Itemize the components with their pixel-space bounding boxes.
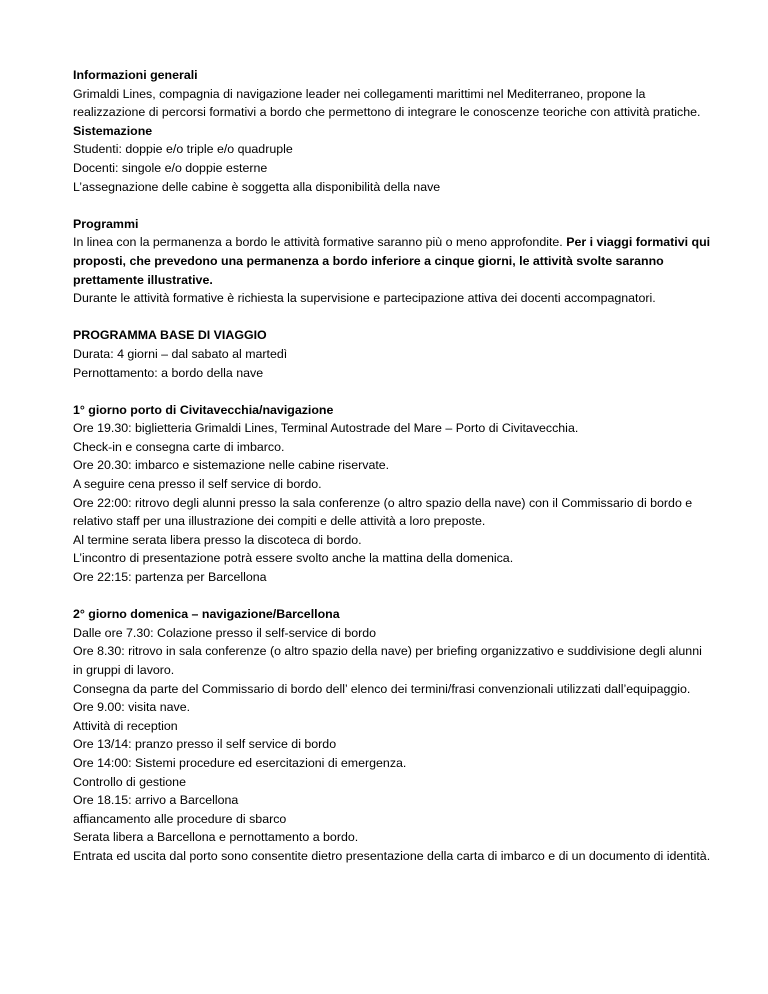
- day2-line: Controllo di gestione: [73, 774, 186, 789]
- day1-line: Ore 22:00: ritrovo degli alunni presso la sala conferenze (o altro spazio della nave) con il Commissario di bordo e relativo staff per una illustrazione dei compiti e delle attività a loro preposte.: [73, 495, 693, 529]
- day2-line: Ore 14:00: Sistemi procedure ed esercitazioni di emergenza.: [73, 755, 407, 770]
- spacer: [73, 196, 713, 215]
- base-heading: PROGRAMMA BASE DI VIAGGIO: [73, 328, 267, 343]
- day2-line: Ore 9.00: visita nave.: [73, 700, 191, 715]
- day1-line: Ore 22:15: partenza per Barcellona: [73, 570, 267, 585]
- info-heading: Informazioni generali: [73, 68, 198, 82]
- day1-line: A seguire cena presso il self service di bordo.: [73, 477, 322, 492]
- programmi-bold-text: Per i viaggi formativi qui proposti, che prevedono una permanenza a bordo inferiore a cinque giorni, le attività svolte saranno prettamente illustrative.: [73, 235, 711, 287]
- day2-line: Dalle ore 7.30: Colazione presso il self-service di bordo: [73, 625, 377, 640]
- spacer: [73, 587, 713, 606]
- day2-line: Entrata ed uscita dal porto sono consentite dietro presentazione della carta di imbarco e di un documento di identità.: [73, 848, 711, 863]
- day2-line: Ore 13/14: pranzo presso il self service di bordo: [73, 737, 337, 752]
- document-page: [73, 66, 713, 866]
- programmi-note: Durante le attività formative è richiesta la supervisione e partecipazione attiva dei docenti accompagnatori.: [73, 291, 656, 306]
- day1-line: L’incontro di presentazione potrà essere svolto anche la mattina della domenica.: [73, 551, 514, 566]
- day1-line: Ore 20.30: imbarco e sistemazione nelle cabine riservate.: [73, 458, 390, 473]
- spacer: [73, 308, 713, 327]
- sistemazione-heading: Sistemazione: [73, 123, 153, 138]
- programmi-intro: In linea con la permanenza a bordo le attività formative saranno più o meno approfondite.: [73, 235, 567, 250]
- programmi-paragraph: [73, 233, 713, 289]
- day2-heading: 2° giorno domenica – navigazione/Barcellona: [73, 607, 340, 622]
- sistemazione-line: Studenti: doppie e/o triple e/o quadruple: [73, 142, 293, 157]
- info-text: Grimaldi Lines, compagnia di navigazione leader nei collegamenti marittimi nel Mediterraneo, propone la realizzazione di percorsi formativi a bordo che permettono di integrare le conoscenze teoriche con attività pratiche.: [73, 86, 701, 120]
- day1-heading: 1° giorno porto di Civitavecchia/navigazione: [73, 402, 334, 417]
- spacer: [73, 382, 713, 401]
- day2-line: affiancamento alle procedure di sbarco: [73, 811, 287, 826]
- day2-line: Consegna da parte del Commissario di bordo dell’ elenco dei termini/frasi convenzionali utilizzati dall’equipaggio.: [73, 681, 691, 696]
- sistemazione-line: Docenti: singole e/o doppie esterne: [73, 160, 268, 175]
- programmi-heading: Programmi: [73, 216, 139, 231]
- day2-line: Ore 18.15: arrivo a Barcellona: [73, 793, 239, 808]
- day2-line: Attività di reception: [73, 718, 178, 733]
- base-line: Durata: 4 giorni – dal sabato al martedì: [73, 346, 288, 361]
- day1-line: Al termine serata libera presso la discoteca di bordo.: [73, 532, 362, 547]
- day1-line: Ore 19.30: biglietteria Grimaldi Lines, Terminal Autostrade del Mare – Porto di Civitavecchia.: [73, 421, 579, 436]
- day1-line: Check-in e consegna carte di imbarco.: [73, 439, 285, 454]
- sistemazione-line: L’assegnazione delle cabine è soggetta alla disponibilità della nave: [73, 179, 441, 194]
- day2-line: Serata libera a Barcellona e pernottamento a bordo.: [73, 830, 359, 845]
- day2-line: Ore 8.30: ritrovo in sala conferenze (o altro spazio della nave) per briefing organizzativo e suddivisione degli alunni in gruppi di lavoro.: [73, 644, 702, 677]
- base-line: Pernottamento: a bordo della nave: [73, 365, 264, 380]
